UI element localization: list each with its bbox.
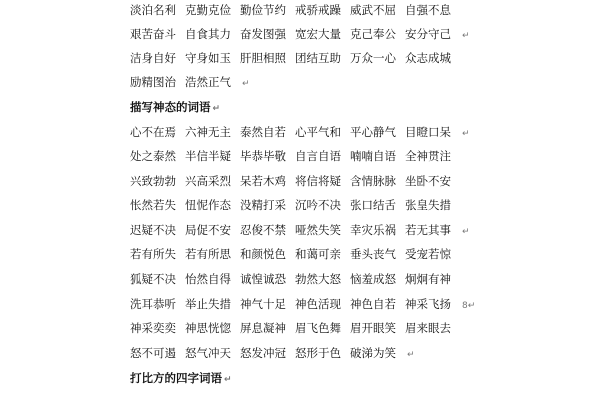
- idiom-word: 戒骄戒躁: [295, 3, 341, 17]
- idiom-word: 神思恍惚: [185, 321, 231, 335]
- idiom-word: 守身如玉: [185, 51, 231, 65]
- paragraph-mark: ↵: [224, 375, 232, 385]
- idiom-word: 局促不安: [185, 223, 231, 237]
- idiom-word: 全神贯注: [405, 149, 451, 163]
- idiom-word: 神色自若: [350, 297, 396, 311]
- idiom-word: 宽宏大量: [295, 27, 341, 41]
- word-line: [130, 27, 470, 43]
- idiom-word: 神气十足: [240, 297, 286, 311]
- idiom-word: 泰然自若: [240, 125, 286, 139]
- idiom-word: 万众一心: [350, 51, 396, 65]
- idiom-word: 举止失措: [185, 297, 231, 311]
- idiom-word: 众志成城: [405, 51, 451, 65]
- idiom-word: 破涕为笑: [350, 346, 396, 360]
- paragraph-mark: ↵: [242, 79, 250, 89]
- idiom-word: 喃喃自语: [350, 149, 396, 163]
- idiom-word: 怒气冲天: [185, 346, 231, 360]
- idiom-word: 自言自语: [295, 149, 341, 163]
- heading-text: 打比方的四字词语: [130, 371, 222, 385]
- heading-text: 描写神态的词语: [130, 100, 211, 114]
- paragraph-mark: ↵: [462, 31, 470, 41]
- idiom-word: 洁身自好: [130, 51, 176, 65]
- idiom-word: 坐卧不安: [405, 174, 451, 188]
- word-line: [130, 75, 250, 91]
- idiom-word: 怡然自得: [185, 272, 231, 286]
- idiom-word: 哑然失笑: [295, 223, 341, 237]
- idiom-word: 洗耳恭听: [130, 297, 176, 311]
- idiom-word: 幸灾乐祸: [350, 223, 396, 237]
- idiom-word: 若有所思: [185, 247, 231, 261]
- idiom-word: 半信半疑: [185, 149, 231, 163]
- idiom-word: 目瞪口呆: [405, 125, 451, 139]
- idiom-word: 沉吟不决: [295, 198, 341, 212]
- idiom-word: 浩然正气: [185, 75, 231, 89]
- idiom-word: 平心静气: [350, 125, 396, 139]
- word-line: [130, 346, 415, 362]
- idiom-word: 艰苦奋斗: [130, 27, 176, 41]
- idiom-word: 垂头丧气: [350, 247, 396, 261]
- idiom-word: 狐疑不决: [130, 272, 176, 286]
- idiom-word: 克勤克俭: [185, 3, 231, 17]
- idiom-word: 眉来眼去: [405, 321, 451, 335]
- idiom-word: 安分守己: [405, 27, 451, 41]
- word-line: [130, 297, 475, 313]
- idiom-word: 团结互助: [295, 51, 341, 65]
- idiom-word: 张皇失措: [405, 198, 451, 212]
- idiom-word: 心不在焉: [130, 125, 176, 139]
- idiom-word: 受宠若惊: [405, 247, 451, 261]
- paragraph-mark: ↵: [462, 227, 470, 237]
- idiom-word: 淡泊名利: [130, 3, 176, 17]
- word-line: [130, 51, 460, 65]
- word-line: [130, 321, 460, 335]
- paragraph-mark: ↵: [462, 129, 470, 139]
- idiom-word: 和颜悦色: [240, 247, 286, 261]
- section-heading: [130, 100, 220, 116]
- idiom-word: 怒不可遏: [130, 346, 176, 360]
- idiom-word: 呆若木鸡: [240, 174, 286, 188]
- word-line: [130, 223, 470, 239]
- idiom-word: 含情脉脉: [350, 174, 396, 188]
- word-line: [130, 3, 460, 17]
- word-line: [130, 272, 460, 286]
- idiom-word: 处之泰然: [130, 149, 176, 163]
- word-line: [130, 247, 460, 261]
- idiom-word: 将信将疑: [295, 174, 341, 188]
- paragraph-mark: 8↵: [462, 301, 476, 311]
- idiom-word: 威武不屈: [350, 3, 396, 17]
- idiom-word: 毕恭毕敬: [240, 149, 286, 163]
- idiom-word: 神采飞扬: [405, 297, 451, 311]
- idiom-word: 怒发冲冠: [240, 346, 286, 360]
- idiom-word: 克己奉公: [350, 27, 396, 41]
- idiom-word: 勤俭节约: [240, 3, 286, 17]
- idiom-word: 忍俊不禁: [240, 223, 286, 237]
- idiom-word: 迟疑不决: [130, 223, 176, 237]
- idiom-word: 勃然大怒: [295, 272, 341, 286]
- word-line: [130, 198, 460, 212]
- section-heading: [130, 371, 232, 387]
- idiom-word: 自强不息: [405, 3, 451, 17]
- idiom-word: 眉开眼笑: [350, 321, 396, 335]
- idiom-word: 肝胆相照: [240, 51, 286, 65]
- idiom-word: 怅然若失: [130, 198, 176, 212]
- idiom-word: 励精图治: [130, 75, 176, 89]
- idiom-word: 奋发图强: [240, 27, 286, 41]
- idiom-word: 怒形于色: [295, 346, 341, 360]
- paragraph-mark: ↵: [212, 104, 221, 114]
- idiom-word: 若有所失: [130, 247, 176, 261]
- idiom-word: 恼羞成怒: [350, 272, 396, 286]
- word-line: [130, 149, 460, 163]
- idiom-word: 没精打采: [240, 198, 286, 212]
- idiom-word: 诚惶诚恐: [240, 272, 286, 286]
- idiom-word: 忸怩作态: [185, 198, 231, 212]
- idiom-word: 神色活现: [295, 297, 341, 311]
- idiom-word: 若无其事: [405, 223, 451, 237]
- idiom-word: 兴高采烈: [185, 174, 231, 188]
- idiom-word: 眉飞色舞: [295, 321, 341, 335]
- idiom-word: 炯炯有神: [405, 272, 451, 286]
- idiom-word: 兴致勃勃: [130, 174, 176, 188]
- idiom-word: 和蔼可亲: [295, 247, 341, 261]
- idiom-word: 心平气和: [295, 125, 341, 139]
- word-line: [130, 125, 470, 141]
- idiom-word: 神采奕奕: [130, 321, 176, 335]
- idiom-word: 六神无主: [185, 125, 231, 139]
- word-line: [130, 174, 460, 188]
- paragraph-mark: ↵: [407, 350, 415, 360]
- idiom-word: 自食其力: [185, 27, 231, 41]
- idiom-word: 屏息凝神: [240, 321, 286, 335]
- idiom-word: 张口结舌: [350, 198, 396, 212]
